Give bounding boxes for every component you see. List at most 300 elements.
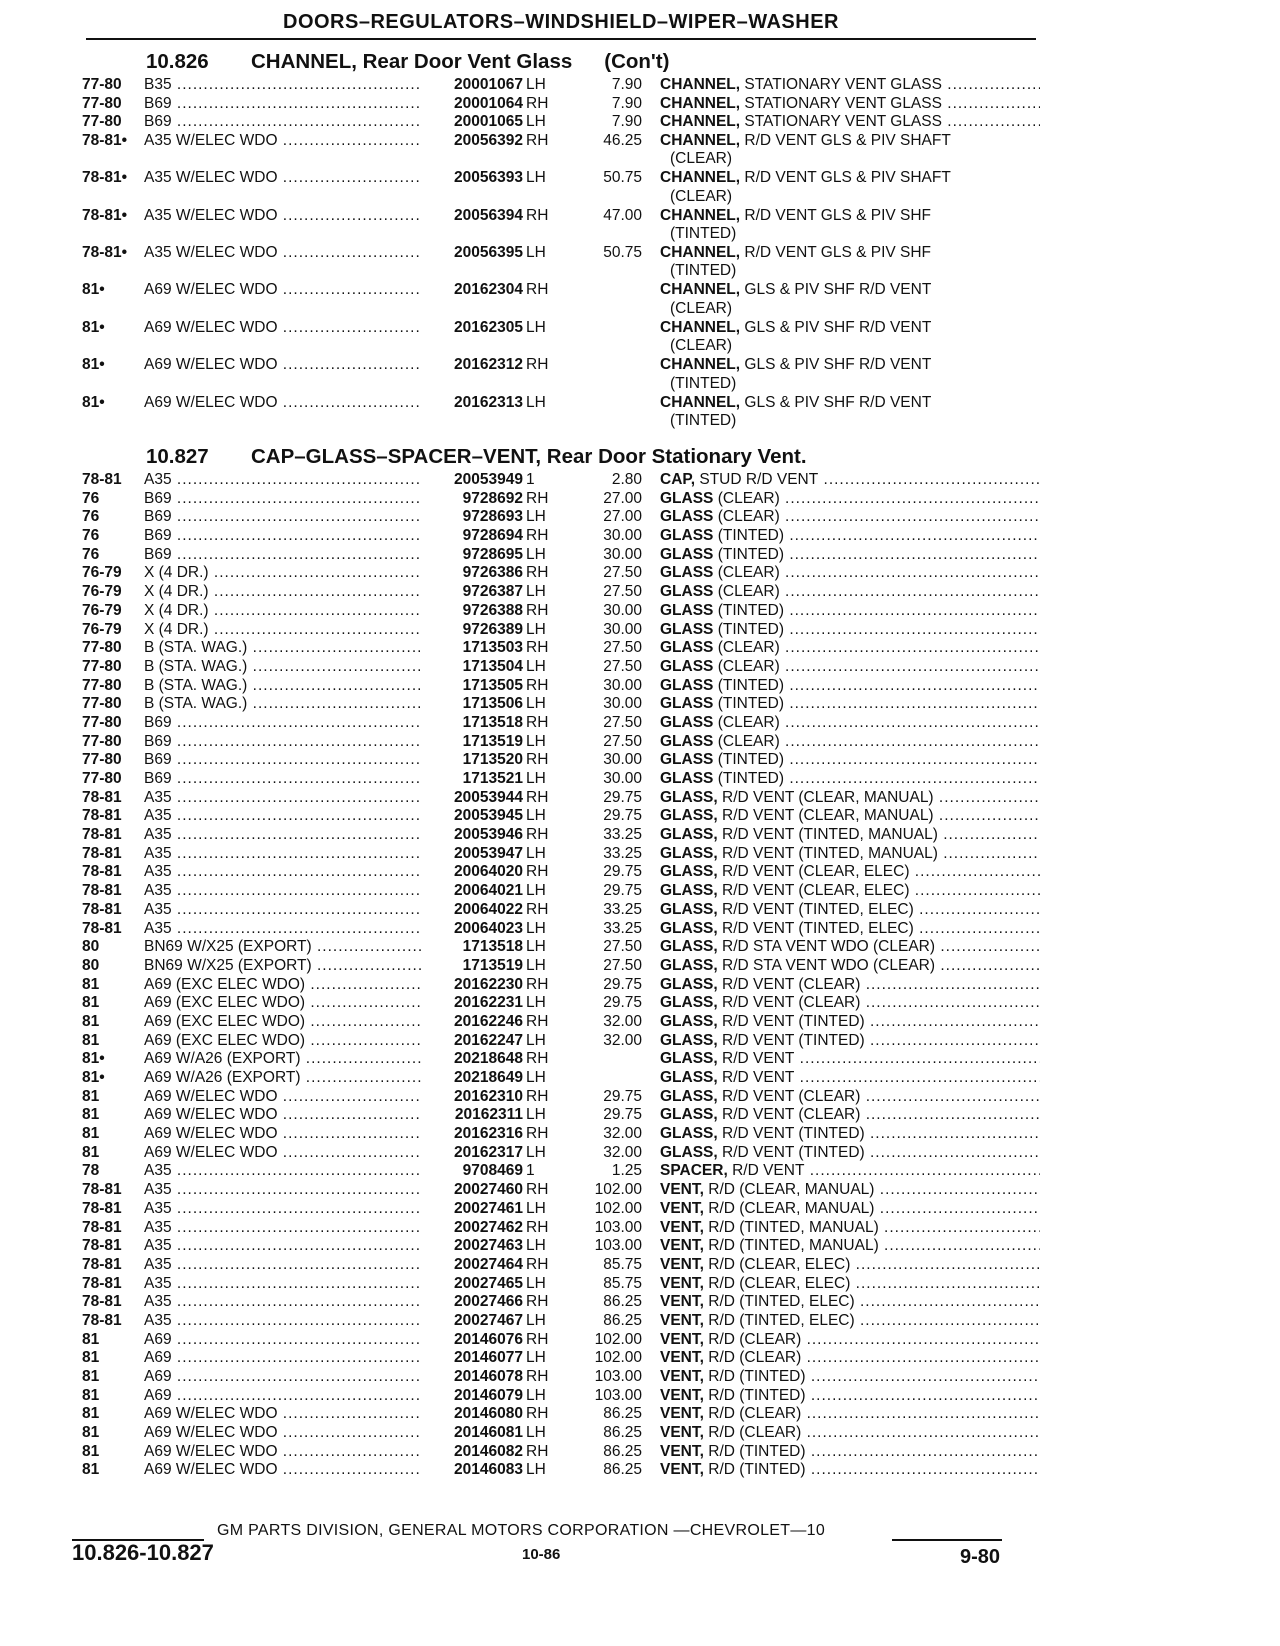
table-row	[82, 564, 1042, 583]
table-row	[82, 976, 1042, 995]
price-cell: 86.25	[603, 1424, 642, 1442]
description-text: (CLEAR)	[717, 713, 780, 731]
model-cell: B69 .....	[144, 751, 489, 770]
table-row	[82, 1461, 1042, 1480]
footer-publisher: GM PARTS DIVISION, GENERAL MOTORS CORPORATION —CHEVROLET—10	[217, 1522, 826, 1539]
description-text: R/D (CLEAR, MANUAL)	[708, 1199, 875, 1217]
side-cell: LH	[526, 169, 546, 187]
description-cell	[660, 639, 1040, 658]
table-row	[82, 602, 1042, 621]
description-keyword: GLASS,	[660, 844, 718, 862]
price-cell: 1.25	[611, 1162, 642, 1180]
description-text: R/D VENT (CLEAR, MANUAL)	[722, 807, 934, 825]
description-keyword: CHANNEL,	[660, 243, 741, 261]
table-row	[82, 1088, 1042, 1107]
year-cell: 77-80	[82, 751, 122, 769]
price-cell: 27.50	[603, 713, 642, 731]
description-cell	[660, 1144, 1040, 1163]
side-cell: RH	[526, 489, 549, 507]
description-cell	[660, 1050, 1040, 1069]
side-cell: LH	[526, 1424, 546, 1442]
description-keyword: VENT,	[660, 1199, 704, 1217]
footer-page-number: 10-86	[522, 1546, 561, 1563]
description-text: R/D VENT (TINTED, MANUAL)	[722, 826, 938, 844]
year-cell: 81	[82, 1442, 100, 1460]
description-text: R/D VENT	[722, 1069, 795, 1086]
price-cell: 86.25	[603, 1311, 642, 1329]
model-cell: A35 .....	[144, 845, 489, 864]
part-number-cell: 1713519	[422, 957, 523, 976]
description-text: R/D VENT (CLEAR, ELEC)	[722, 882, 910, 900]
year-cell: 81	[82, 1125, 100, 1143]
parts-list	[82, 76, 1042, 431]
description-keyword: VENT,	[660, 1405, 704, 1423]
table-row	[82, 1162, 1042, 1181]
table-row	[82, 1293, 1042, 1312]
price-cell: 30.00	[603, 770, 642, 787]
description-keyword: GLASS,	[660, 1143, 718, 1161]
year-cell: 76	[82, 545, 100, 563]
side-cell: RH	[526, 676, 549, 694]
year-cell: 81	[82, 1386, 100, 1404]
description-cell	[660, 490, 1040, 509]
part-number-cell: 9726389	[422, 621, 523, 640]
description-keyword: GLASS	[660, 713, 714, 731]
side-cell: LH	[526, 844, 546, 862]
model-cell: A35 .....	[144, 882, 489, 901]
side-cell: RH	[526, 601, 549, 619]
model-cell: A69 W/ELEC WDO .....	[144, 1125, 489, 1144]
description-text: R/D VENT (TINTED, MANUAL)	[722, 844, 938, 862]
description-keyword: CHANNEL,	[660, 76, 741, 93]
description-text: GLS & PIV SHF R/D VENT	[744, 281, 932, 299]
table-row	[82, 1144, 1042, 1163]
model-cell: A35 .....	[144, 1200, 489, 1219]
model-cell: A35 .....	[144, 1162, 489, 1181]
model-cell: A35 .....	[144, 1237, 489, 1256]
description-text: (TINTED)	[717, 695, 785, 713]
side-cell: RH	[526, 564, 549, 582]
section-title: CHANNEL, Rear Door Vent Glass	[251, 50, 573, 73]
table-row	[82, 95, 1042, 114]
description-keyword: VENT,	[660, 1255, 704, 1273]
price-cell: 50.75	[603, 243, 642, 261]
side-cell: RH	[526, 206, 549, 224]
description-cell	[660, 394, 1040, 431]
table-row	[82, 901, 1042, 920]
description-cell	[660, 882, 1040, 901]
price-cell: 27.50	[603, 564, 642, 582]
year-cell: 76	[82, 489, 100, 507]
table-row	[82, 714, 1042, 733]
description-keyword: GLASS,	[660, 919, 718, 937]
description-text: (TINTED)	[717, 620, 785, 638]
part-number-cell: 20056393	[422, 169, 523, 188]
side-cell: LH	[526, 956, 546, 974]
side-cell: LH	[526, 994, 546, 1012]
table-row	[82, 1032, 1042, 1051]
price-cell: 29.75	[603, 1087, 642, 1105]
model-cell: A69 W/ELEC WDO .....	[144, 1106, 489, 1125]
model-cell: A35 W/ELEC WDO .....	[144, 244, 489, 263]
description-continuation: (TINTED)	[670, 411, 737, 429]
year-cell: 77-80	[82, 770, 122, 787]
description-keyword: GLASS,	[660, 956, 718, 974]
model-cell: A69 W/ELEC WDO .....	[144, 1088, 489, 1107]
part-number-cell: 20056392	[422, 132, 523, 151]
description-cell	[660, 1125, 1040, 1144]
part-number-cell: 20027461	[422, 1200, 523, 1219]
description-cell	[660, 1200, 1040, 1219]
description-text: (CLEAR)	[717, 564, 780, 582]
part-number-cell: 20162230	[422, 976, 523, 995]
price-cell: 86.25	[603, 1461, 642, 1479]
model-cell: A69 .....	[144, 1387, 489, 1406]
description-cell	[660, 281, 1040, 318]
model-cell: A35 .....	[144, 1181, 489, 1200]
side-cell: LH	[526, 76, 546, 93]
table-row	[82, 583, 1042, 602]
price-cell: 27.00	[603, 489, 642, 507]
description-keyword: GLASS,	[660, 994, 718, 1012]
description-keyword: SPACER,	[660, 1162, 728, 1180]
description-keyword: GLASS,	[660, 1087, 718, 1105]
part-number-cell: 20064023	[422, 920, 523, 939]
side-cell: RH	[526, 713, 549, 731]
side-cell: LH	[526, 583, 546, 601]
side-cell: RH	[526, 788, 549, 806]
year-cell: 78-81	[82, 788, 122, 806]
price-cell: 32.00	[603, 1012, 642, 1030]
price-cell: 29.75	[603, 882, 642, 900]
side-cell: LH	[526, 393, 546, 411]
year-cell: 78	[82, 1162, 100, 1180]
part-number-cell: 9728694	[422, 527, 523, 546]
side-cell: RH	[526, 1050, 549, 1068]
description-keyword: GLASS	[660, 583, 714, 601]
description-cell	[660, 695, 1040, 714]
part-number-cell: 20146081	[422, 1424, 523, 1443]
model-cell: X (4 DR.) .....	[144, 583, 489, 602]
description-keyword: CHANNEL,	[660, 113, 741, 131]
model-cell: B69 .....	[144, 770, 489, 789]
model-cell: A69 (EXC ELEC WDO) .....	[144, 994, 489, 1013]
year-cell: 81	[82, 994, 100, 1012]
price-cell: 103.00	[594, 1237, 642, 1255]
description-cell	[660, 207, 1040, 244]
page-footer	[72, 1522, 1012, 1582]
part-number-cell: 20162247	[422, 1032, 523, 1051]
year-cell: 81	[82, 1330, 100, 1348]
description-cell	[660, 1293, 1040, 1312]
table-row	[82, 807, 1042, 826]
description-keyword: VENT,	[660, 1293, 704, 1311]
description-keyword: VENT,	[660, 1442, 704, 1460]
model-cell: BN69 W/X25 (EXPORT) .....	[144, 938, 489, 957]
description-text: R/D (CLEAR, ELEC)	[708, 1255, 851, 1273]
description-cell	[660, 1032, 1040, 1051]
description-text: R/D (CLEAR, MANUAL)	[708, 1181, 875, 1199]
table-row	[82, 394, 1042, 431]
price-cell: 102.00	[594, 1199, 642, 1217]
description-text: R/D (CLEAR)	[708, 1424, 802, 1442]
side-cell: LH	[526, 1031, 546, 1049]
year-cell: 78-81	[82, 863, 122, 881]
side-cell: LH	[526, 1386, 546, 1404]
description-keyword: GLASS,	[660, 826, 718, 844]
table-row	[82, 639, 1042, 658]
description-cell	[660, 1331, 1040, 1350]
description-keyword: GLASS	[660, 732, 714, 750]
description-text: R/D (TINTED, MANUAL)	[708, 1237, 879, 1255]
price-cell: 27.50	[603, 956, 642, 974]
description-cell	[660, 1069, 1040, 1088]
part-number-cell: 9726386	[422, 564, 523, 583]
table-row	[82, 1181, 1042, 1200]
description-cell	[660, 169, 1040, 206]
year-cell: 78-81	[82, 1311, 122, 1329]
price-cell: 30.00	[603, 545, 642, 563]
description-cell	[660, 1443, 1040, 1462]
year-cell: 78-81	[82, 1255, 122, 1273]
model-cell: A69 W/ELEC WDO .....	[144, 1461, 489, 1480]
description-keyword: VENT,	[660, 1461, 704, 1479]
side-cell: RH	[526, 1442, 549, 1460]
table-row	[82, 1424, 1042, 1443]
description-text: R/D VENT (TINTED)	[722, 1125, 865, 1143]
price-cell: 32.00	[603, 1125, 642, 1143]
side-cell: LH	[526, 1143, 546, 1161]
description-cell	[660, 1312, 1040, 1331]
price-cell: 27.50	[603, 657, 642, 675]
description-text: R/D VENT (TINTED)	[722, 1012, 865, 1030]
price-cell: 7.90	[611, 76, 642, 93]
description-text: GLS & PIV SHF R/D VENT	[744, 318, 932, 336]
description-cell	[660, 1275, 1040, 1294]
price-cell: 30.00	[603, 676, 642, 694]
price-cell: 27.50	[603, 732, 642, 750]
description-keyword: GLASS,	[660, 882, 718, 900]
description-keyword: VENT,	[660, 1181, 704, 1199]
part-number-cell: 20162231	[422, 994, 523, 1013]
model-cell: B69 .....	[144, 527, 489, 546]
price-cell: 27.50	[603, 938, 642, 956]
part-number-cell: 20053946	[422, 826, 523, 845]
model-cell: A35 W/ELEC WDO .....	[144, 132, 489, 151]
price-cell: 29.75	[603, 788, 642, 806]
part-number-cell: 20001064	[422, 95, 523, 114]
model-cell: B (STA. WAG.) .....	[144, 677, 489, 696]
part-number-cell: 20146082	[422, 1443, 523, 1462]
description-cell	[660, 244, 1040, 281]
model-cell: B (STA. WAG.) .....	[144, 639, 489, 658]
model-cell: A35 .....	[144, 789, 489, 808]
description-text: R/D (CLEAR)	[708, 1405, 802, 1423]
year-cell: 78-81	[82, 826, 122, 844]
part-number-cell: 20053944	[422, 789, 523, 808]
description-text: R/D (TINTED)	[708, 1368, 806, 1385]
price-cell: 29.75	[603, 975, 642, 993]
year-cell: 77-80	[82, 676, 122, 694]
table-row	[82, 1069, 1042, 1088]
description-cell	[660, 770, 1040, 789]
table-row	[82, 621, 1042, 640]
year-cell: 78-81•	[82, 169, 128, 187]
table-row	[82, 132, 1042, 169]
part-number-cell: 20064022	[422, 901, 523, 920]
table-row	[82, 1106, 1042, 1125]
page-header: DOORS–REGULATORS–WINDSHIELD–WIPER–WASHER	[86, 6, 1036, 40]
part-number-cell: 1713519	[422, 733, 523, 752]
description-text: R/D VENT GLS & PIV SHAFT	[744, 169, 951, 187]
part-number-cell: 20162310	[422, 1088, 523, 1107]
description-text: R/D (CLEAR)	[708, 1349, 802, 1367]
table-row	[82, 677, 1042, 696]
side-cell: RH	[526, 751, 549, 769]
description-keyword: GLASS	[660, 695, 714, 713]
part-number-cell: 20064021	[422, 882, 523, 901]
part-number-cell: 9728693	[422, 508, 523, 527]
price-cell: 46.25	[603, 131, 642, 149]
description-keyword: GLASS,	[660, 1031, 718, 1049]
description-cell	[660, 901, 1040, 920]
table-row	[82, 920, 1042, 939]
model-cell: A69 .....	[144, 1349, 489, 1368]
model-cell: A69 W/ELEC WDO .....	[144, 356, 489, 375]
model-cell: A35 .....	[144, 920, 489, 939]
part-number-cell: 20027460	[422, 1181, 523, 1200]
description-text: (TINTED)	[717, 676, 785, 694]
model-cell: A69 W/A26 (EXPORT) .....	[144, 1069, 489, 1088]
side-cell: 1	[526, 471, 535, 488]
description-keyword: GLASS,	[660, 788, 718, 806]
description-text: R/D (TINTED)	[708, 1461, 806, 1479]
description-cell	[660, 527, 1040, 546]
price-cell: 103.00	[594, 1386, 642, 1404]
side-cell: LH	[526, 243, 546, 261]
description-cell	[660, 863, 1040, 882]
model-cell: A35 .....	[144, 826, 489, 845]
part-number-cell: 20027467	[422, 1312, 523, 1331]
section-title: CAP–GLASS–SPACER–VENT, Rear Door Stationary Vent.	[251, 445, 807, 468]
description-keyword: GLASS,	[660, 900, 718, 918]
description-cell	[660, 1368, 1040, 1387]
description-text: R/D VENT	[722, 1050, 795, 1068]
section-10-826	[82, 48, 1042, 431]
year-cell: 81	[82, 1106, 100, 1124]
model-cell: B69 .....	[144, 714, 489, 733]
table-row	[82, 356, 1042, 393]
price-cell: 30.00	[603, 695, 642, 713]
year-cell: 78-81	[82, 1218, 122, 1236]
price-cell: 86.25	[603, 1442, 642, 1460]
table-row	[82, 76, 1042, 95]
year-cell: 76-79	[82, 564, 122, 582]
part-number-cell: 20053945	[422, 807, 523, 826]
description-cell	[660, 508, 1040, 527]
description-keyword: GLASS,	[660, 863, 718, 881]
description-text: R/D VENT	[732, 1162, 805, 1180]
year-cell: 81	[82, 1461, 100, 1479]
footer-date: 9-80	[960, 1546, 1001, 1568]
description-text: (CLEAR)	[717, 639, 780, 657]
model-cell: B69 .....	[144, 95, 489, 114]
price-cell: 86.25	[603, 1293, 642, 1311]
description-cell	[660, 113, 1040, 132]
price-cell: 33.25	[603, 844, 642, 862]
description-keyword: GLASS	[660, 508, 714, 526]
part-number-cell: 1713518	[422, 938, 523, 957]
description-text: (CLEAR)	[717, 489, 780, 507]
table-row	[82, 207, 1042, 244]
price-cell: 32.00	[603, 1031, 642, 1049]
description-continuation: (TINTED)	[670, 224, 737, 242]
year-cell: 76-79	[82, 583, 122, 601]
year-cell: 81	[82, 1405, 100, 1423]
table-row	[82, 658, 1042, 677]
year-cell: 78-81•	[82, 131, 128, 149]
price-cell: 30.00	[603, 751, 642, 769]
side-cell: RH	[526, 1405, 549, 1423]
table-row	[82, 471, 1042, 490]
description-cell	[660, 132, 1040, 169]
description-cell	[660, 471, 1040, 490]
description-keyword: CHANNEL,	[660, 169, 741, 187]
description-cell	[660, 845, 1040, 864]
year-cell: 81	[82, 1424, 100, 1442]
side-cell: RH	[526, 1368, 549, 1385]
price-cell: 85.75	[603, 1274, 642, 1292]
description-text: STUD R/D VENT	[699, 471, 819, 488]
description-text: R/D VENT (CLEAR)	[722, 1106, 861, 1124]
year-cell: 76	[82, 527, 100, 545]
description-cell	[660, 1349, 1040, 1368]
description-keyword: GLASS	[660, 676, 714, 694]
description-cell	[660, 714, 1040, 733]
table-row	[82, 882, 1042, 901]
year-cell: 81	[82, 1368, 100, 1385]
part-number-cell: 20146083	[422, 1461, 523, 1480]
year-cell: 76-79	[82, 620, 122, 638]
parts-list	[82, 471, 1042, 1480]
year-cell: 81	[82, 1012, 100, 1030]
table-row	[82, 113, 1042, 132]
description-cell	[660, 807, 1040, 826]
description-cell	[660, 1237, 1040, 1256]
description-keyword: VENT,	[660, 1330, 704, 1348]
part-number-cell: 20053949	[422, 471, 523, 490]
part-number-cell: 20162246	[422, 1013, 523, 1032]
table-row	[82, 1050, 1042, 1069]
description-cell	[660, 356, 1040, 393]
description-text: R/D VENT GLS & PIV SHAFT	[744, 131, 951, 149]
part-number-cell: 20146076	[422, 1331, 523, 1350]
table-row	[82, 845, 1042, 864]
side-cell: RH	[526, 94, 549, 112]
model-cell: B (STA. WAG.) .....	[144, 658, 489, 677]
model-cell: A35 .....	[144, 471, 489, 490]
description-text: R/D VENT (TINTED, ELEC)	[722, 919, 914, 937]
model-cell: A69 W/ELEC WDO .....	[144, 1443, 489, 1462]
table-row	[82, 1200, 1042, 1219]
side-cell: RH	[526, 900, 549, 918]
description-cell	[660, 751, 1040, 770]
part-number-cell: 20162313	[422, 394, 523, 413]
price-cell: 33.25	[603, 919, 642, 937]
description-text: R/D STA VENT WDO (CLEAR)	[722, 938, 936, 956]
description-continuation: (CLEAR)	[670, 337, 733, 355]
price-cell: 32.00	[603, 1143, 642, 1161]
